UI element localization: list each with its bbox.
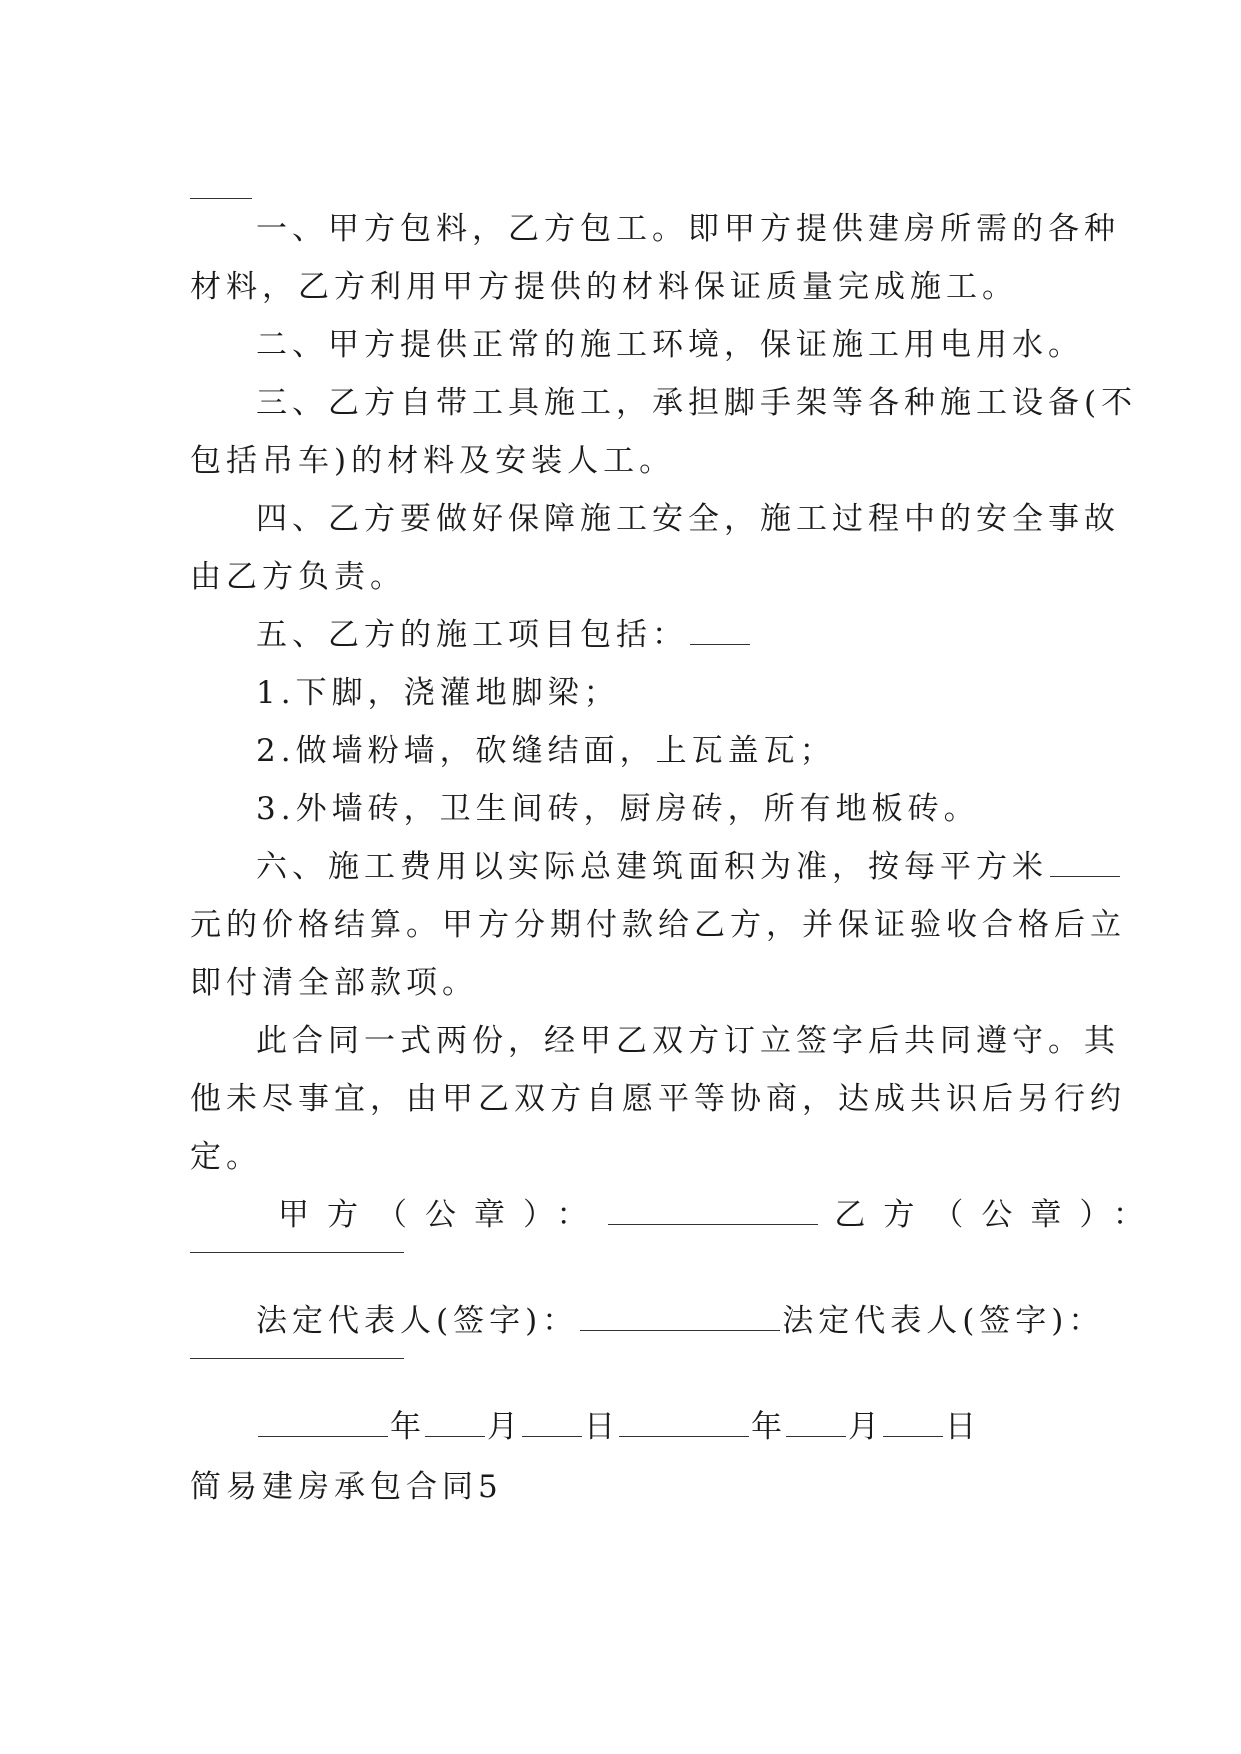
- clause-5-text: 五、乙方的施工项目包括：: [256, 617, 688, 653]
- price-blank[interactable]: [1050, 842, 1120, 877]
- representative-line: [190, 1292, 1105, 1350]
- date-b-year-blank[interactable]: [619, 1402, 749, 1437]
- party-b-seal-blank[interactable]: [190, 1252, 404, 1253]
- clause-6-line-2: 元的价格结算。甲方分期付款给乙方，并保证验收合格后立: [190, 907, 1126, 943]
- date-b-month-blank[interactable]: [786, 1402, 846, 1437]
- date-a-year-blank[interactable]: [258, 1402, 388, 1437]
- item-3: 3.外墙砖，卫生间砖，厨房砖，所有地板砖。: [256, 791, 980, 827]
- rep-b-blank[interactable]: [190, 1358, 404, 1359]
- date-b-day-blank[interactable]: [883, 1402, 943, 1437]
- clause-5: [190, 606, 1060, 664]
- date-a-year-label: 年: [390, 1409, 423, 1445]
- date-b-year-label: 年: [751, 1409, 784, 1445]
- party-b-seal-label: 乙方（公章）：: [834, 1197, 1162, 1233]
- clause-3-line-1: 三、乙方自带工具施工，承担脚手架等各种施工设备(不: [256, 385, 1138, 421]
- clause-1-line-2: 材料，乙方利用甲方提供的材料保证质量完成施工。: [190, 269, 1018, 305]
- clause-5-blank[interactable]: [690, 610, 750, 645]
- party-b-seal-blank-row: [190, 1244, 1060, 1284]
- clause-4-line-2: 由乙方负责。: [190, 559, 406, 595]
- date-b-month-label: 月: [848, 1409, 881, 1445]
- rep-b-label: 法定代表人(签字)：: [782, 1303, 1105, 1339]
- rep-a-label: 法定代表人(签字)：: [256, 1303, 579, 1339]
- clause-7-line-3: 定。: [190, 1139, 262, 1175]
- contract-page: [190, 160, 1162, 1516]
- clause-6-text: 六、施工费用以实际总建筑面积为准，按每平方米: [256, 849, 1048, 885]
- date-a-month-label: 月: [487, 1409, 520, 1445]
- clause-6-line-3: 即付清全部款项。: [190, 965, 478, 1001]
- date-a-day-blank[interactable]: [522, 1402, 582, 1437]
- date-b-day-label: 日: [945, 1409, 978, 1445]
- rep-a-blank[interactable]: [580, 1296, 780, 1331]
- clause-7-line-2: 他未尽事宜，由甲乙双方自愿平等协商，达成共识后另行约: [190, 1081, 1126, 1117]
- next-contract-title: 简易建房承包合同5: [190, 1469, 503, 1505]
- date-a-day-label: 日: [584, 1409, 617, 1445]
- rep-b-blank-row: [190, 1350, 1060, 1390]
- clause-3-line-2: 包括吊车)的材料及安装人工。: [190, 443, 676, 479]
- clause-7-line-1: 此合同一式两份，经甲乙双方订立签字后共同遵守。其: [256, 1023, 1120, 1059]
- party-a-seal-label: 甲方（公章）：: [278, 1197, 606, 1233]
- clause-2: 二、甲方提供正常的施工环境，保证施工用电用水。: [256, 327, 1084, 363]
- date-a-month-blank[interactable]: [425, 1402, 485, 1437]
- clause-4-line-1: 四、乙方要做好保障施工安全，施工过程中的安全事故: [256, 501, 1120, 537]
- seal-line: [190, 1186, 1162, 1244]
- party-a-seal-blank[interactable]: [608, 1190, 818, 1225]
- date-line: [190, 1398, 1060, 1456]
- clause-6-line-1: [190, 838, 1060, 896]
- item-2: 2.做墙粉墙，砍缝结面，上瓦盖瓦；: [256, 733, 836, 769]
- clause-1-line-1: 一、甲方包料，乙方包工。即甲方提供建房所需的各种: [256, 211, 1120, 247]
- item-1: 1.下脚，浇灌地脚梁；: [256, 675, 620, 711]
